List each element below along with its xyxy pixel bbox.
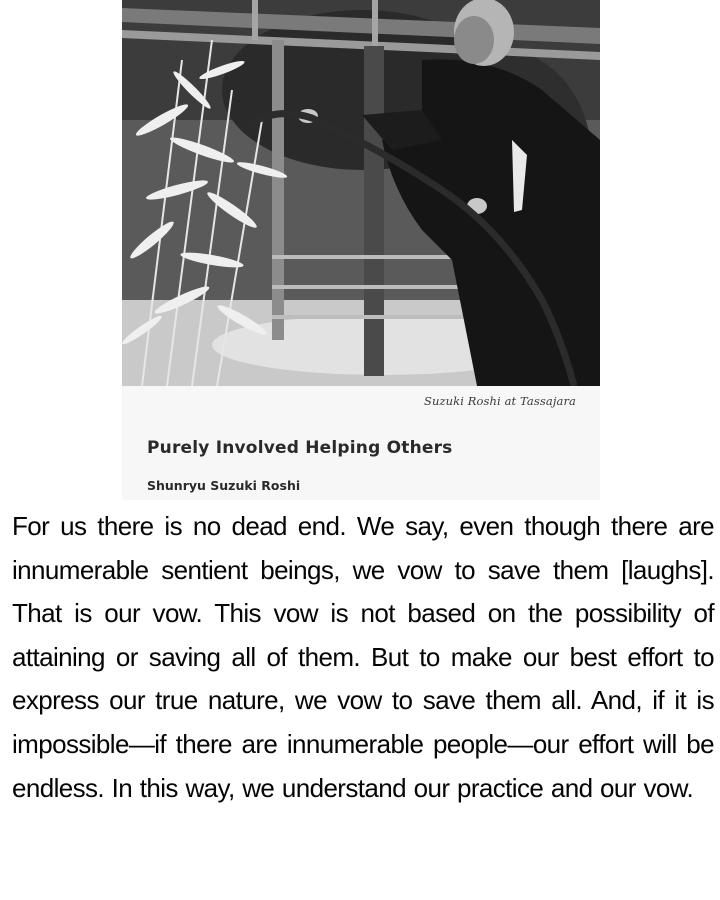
photo-rafter-2 (372, 0, 378, 46)
article-author: Shunryu Suzuki Roshi (147, 478, 301, 493)
photo-post-center (364, 46, 384, 376)
photo-block (122, 0, 600, 500)
quote-paragraph: For us there is no dead end. We say, even though there are innumerable sentient beings, we vow to save them [laughs]. That is our vow. This vow is not based on the possibility of attaining or saving all of them. But to make our best effort to express our true nature, we vow to save them all. And, if it is impossible—if there are innumerable people—our effort will be endless. In this way, we understand our practice and our vow. (12, 511, 714, 803)
article-title: Purely Involved Helping Others (147, 438, 453, 458)
photo-caption: Suzuki Roshi at Tassajara (424, 394, 576, 408)
photo-fence-rail-3 (272, 315, 492, 319)
photo-suzuki-roshi-watering-bamboo (122, 0, 600, 386)
photo-post-left (272, 40, 284, 340)
photo-rafter-1 (252, 0, 258, 40)
